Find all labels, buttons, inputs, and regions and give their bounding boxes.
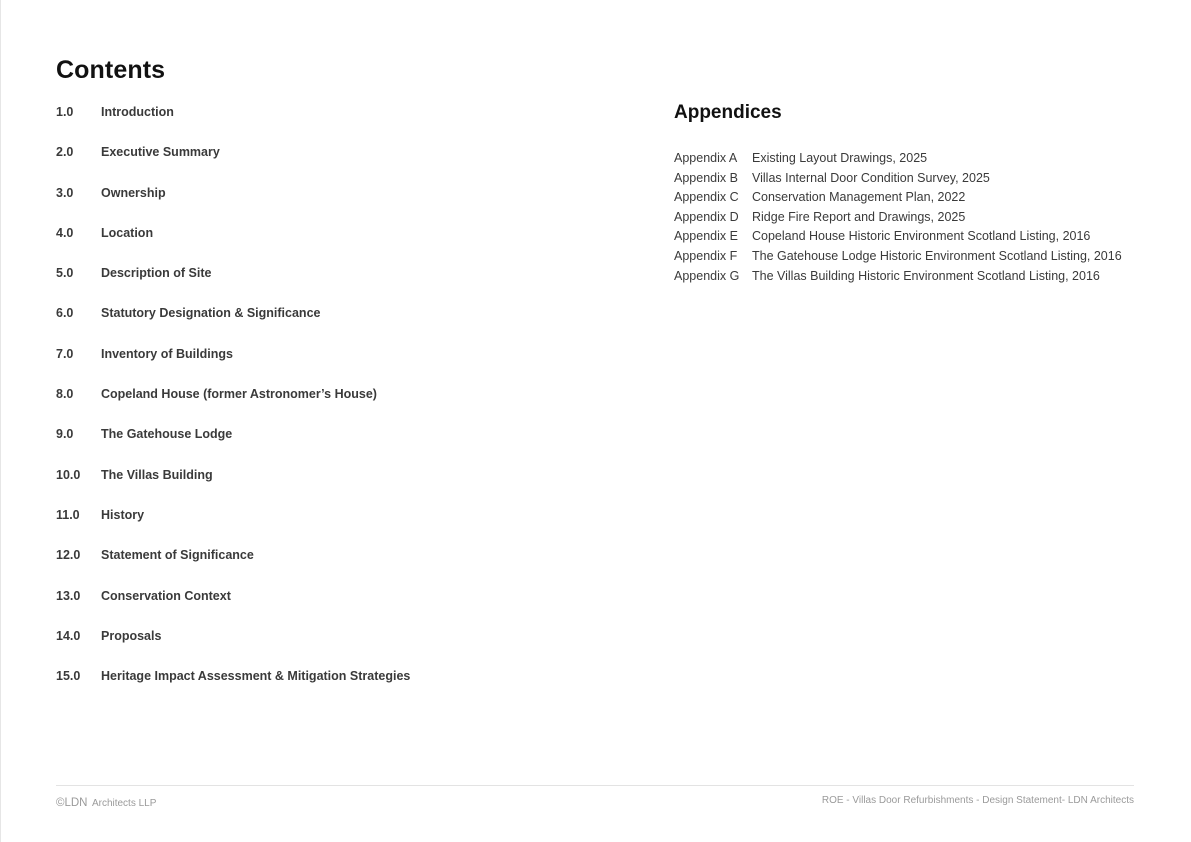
section-title: The Gatehouse Lodge bbox=[101, 427, 233, 442]
appendix-list bbox=[674, 150, 1122, 287]
section-title: The Villas Building bbox=[101, 467, 213, 482]
appendix-code: Appendix E bbox=[674, 229, 738, 244]
section-title: History bbox=[101, 507, 145, 522]
appendix-title: Villas Internal Door Condition Survey, 2025 bbox=[752, 170, 990, 185]
appendix-code: Appendix F bbox=[674, 248, 738, 263]
appendix-code: Appendix G bbox=[674, 268, 740, 283]
contents-item-statutory-designation[interactable] bbox=[56, 305, 410, 345]
footer-divider bbox=[56, 785, 1134, 786]
section-title: Conservation Context bbox=[101, 588, 231, 603]
contents-item-copeland-house[interactable] bbox=[56, 386, 410, 426]
section-number: 2.0 bbox=[56, 145, 74, 160]
appendix-title: Copeland House Historic Environment Scotland Listing, 2016 bbox=[752, 229, 1091, 244]
section-number: 13.0 bbox=[56, 588, 81, 603]
appendix-code: Appendix B bbox=[674, 170, 738, 185]
section-number: 12.0 bbox=[56, 548, 81, 563]
appendix-title: The Gatehouse Lodge Historic Environment Scotland Listing, 2016 bbox=[752, 248, 1122, 263]
appendix-title: Ridge Fire Report and Drawings, 2025 bbox=[752, 209, 966, 224]
contents-title: Contents bbox=[56, 56, 166, 84]
contents-item-villas-building[interactable] bbox=[56, 467, 410, 507]
section-number: 10.0 bbox=[56, 467, 81, 482]
contents-item-location[interactable] bbox=[56, 225, 410, 265]
contents-item-gatehouse-lodge[interactable] bbox=[56, 426, 410, 466]
contents-item-inventory-of-buildings[interactable] bbox=[56, 346, 410, 386]
contents-item-description-of-site[interactable] bbox=[56, 265, 410, 305]
section-number: 1.0 bbox=[56, 105, 74, 119]
contents-item-ownership[interactable] bbox=[56, 185, 410, 225]
contents-item-history[interactable] bbox=[56, 507, 410, 547]
appendix-item-b[interactable] bbox=[674, 170, 1122, 190]
appendix-code: Appendix D bbox=[674, 209, 739, 224]
section-title: Location bbox=[101, 225, 154, 240]
section-number: 8.0 bbox=[56, 387, 74, 402]
contents-item-proposals[interactable] bbox=[56, 628, 410, 668]
contents-item-conservation-context[interactable] bbox=[56, 588, 410, 628]
section-number: 4.0 bbox=[56, 225, 74, 240]
contents-item-statement-of-significance[interactable] bbox=[56, 547, 410, 587]
section-number: 7.0 bbox=[56, 346, 74, 361]
appendix-item-f[interactable] bbox=[674, 248, 1122, 268]
section-title: Ownership bbox=[101, 185, 166, 200]
appendix-title: Existing Layout Drawings, 2025 bbox=[752, 151, 928, 165]
section-title: Copeland House (former Astronomer’s House) bbox=[101, 387, 377, 402]
section-number: 3.0 bbox=[56, 185, 74, 200]
appendix-code: Appendix A bbox=[674, 151, 738, 165]
section-title: Executive Summary bbox=[101, 145, 220, 160]
section-number: 6.0 bbox=[56, 306, 74, 321]
appendix-item-e[interactable] bbox=[674, 228, 1122, 248]
section-number: 9.0 bbox=[56, 427, 74, 442]
footer-brand-mark: ©LDN bbox=[56, 797, 88, 809]
contents-item-heritage-impact-assessment[interactable] bbox=[56, 668, 410, 708]
footer-brand-suffix: Architects LLP bbox=[91, 798, 157, 809]
section-number: 11.0 bbox=[56, 507, 80, 522]
footer-document-title: ROE - Villas Door Refurbishments - Design Statement- LDN Architects bbox=[821, 795, 1134, 806]
section-title: Introduction bbox=[101, 105, 174, 119]
section-number: 5.0 bbox=[56, 266, 74, 281]
section-title: Statutory Designation & Significance bbox=[101, 306, 321, 321]
section-title: Inventory of Buildings bbox=[101, 346, 233, 361]
section-title: Description of Site bbox=[101, 266, 212, 281]
appendix-title: The Villas Building Historic Environment Scotland Listing, 2016 bbox=[752, 268, 1100, 283]
contents-list bbox=[56, 104, 410, 708]
appendix-item-a[interactable] bbox=[674, 150, 1122, 170]
contents-item-executive-summary[interactable] bbox=[56, 144, 410, 184]
section-number: 14.0 bbox=[56, 628, 81, 643]
section-number: 15.0 bbox=[56, 669, 81, 684]
appendix-code: Appendix C bbox=[674, 190, 739, 205]
section-title: Heritage Impact Assessment & Mitigation Strategies bbox=[101, 669, 411, 684]
footer-brand bbox=[56, 795, 156, 811]
appendix-item-d[interactable] bbox=[674, 209, 1122, 229]
section-title: Statement of Significance bbox=[101, 548, 254, 563]
appendix-title: Conservation Management Plan, 2022 bbox=[752, 190, 966, 205]
page-edge-divider bbox=[0, 0, 1, 842]
appendix-item-g[interactable] bbox=[674, 268, 1122, 288]
section-title: Proposals bbox=[101, 628, 162, 643]
appendices-title: Appendices bbox=[674, 102, 782, 123]
appendix-item-c[interactable] bbox=[674, 189, 1122, 209]
contents-item-introduction[interactable] bbox=[56, 104, 410, 144]
